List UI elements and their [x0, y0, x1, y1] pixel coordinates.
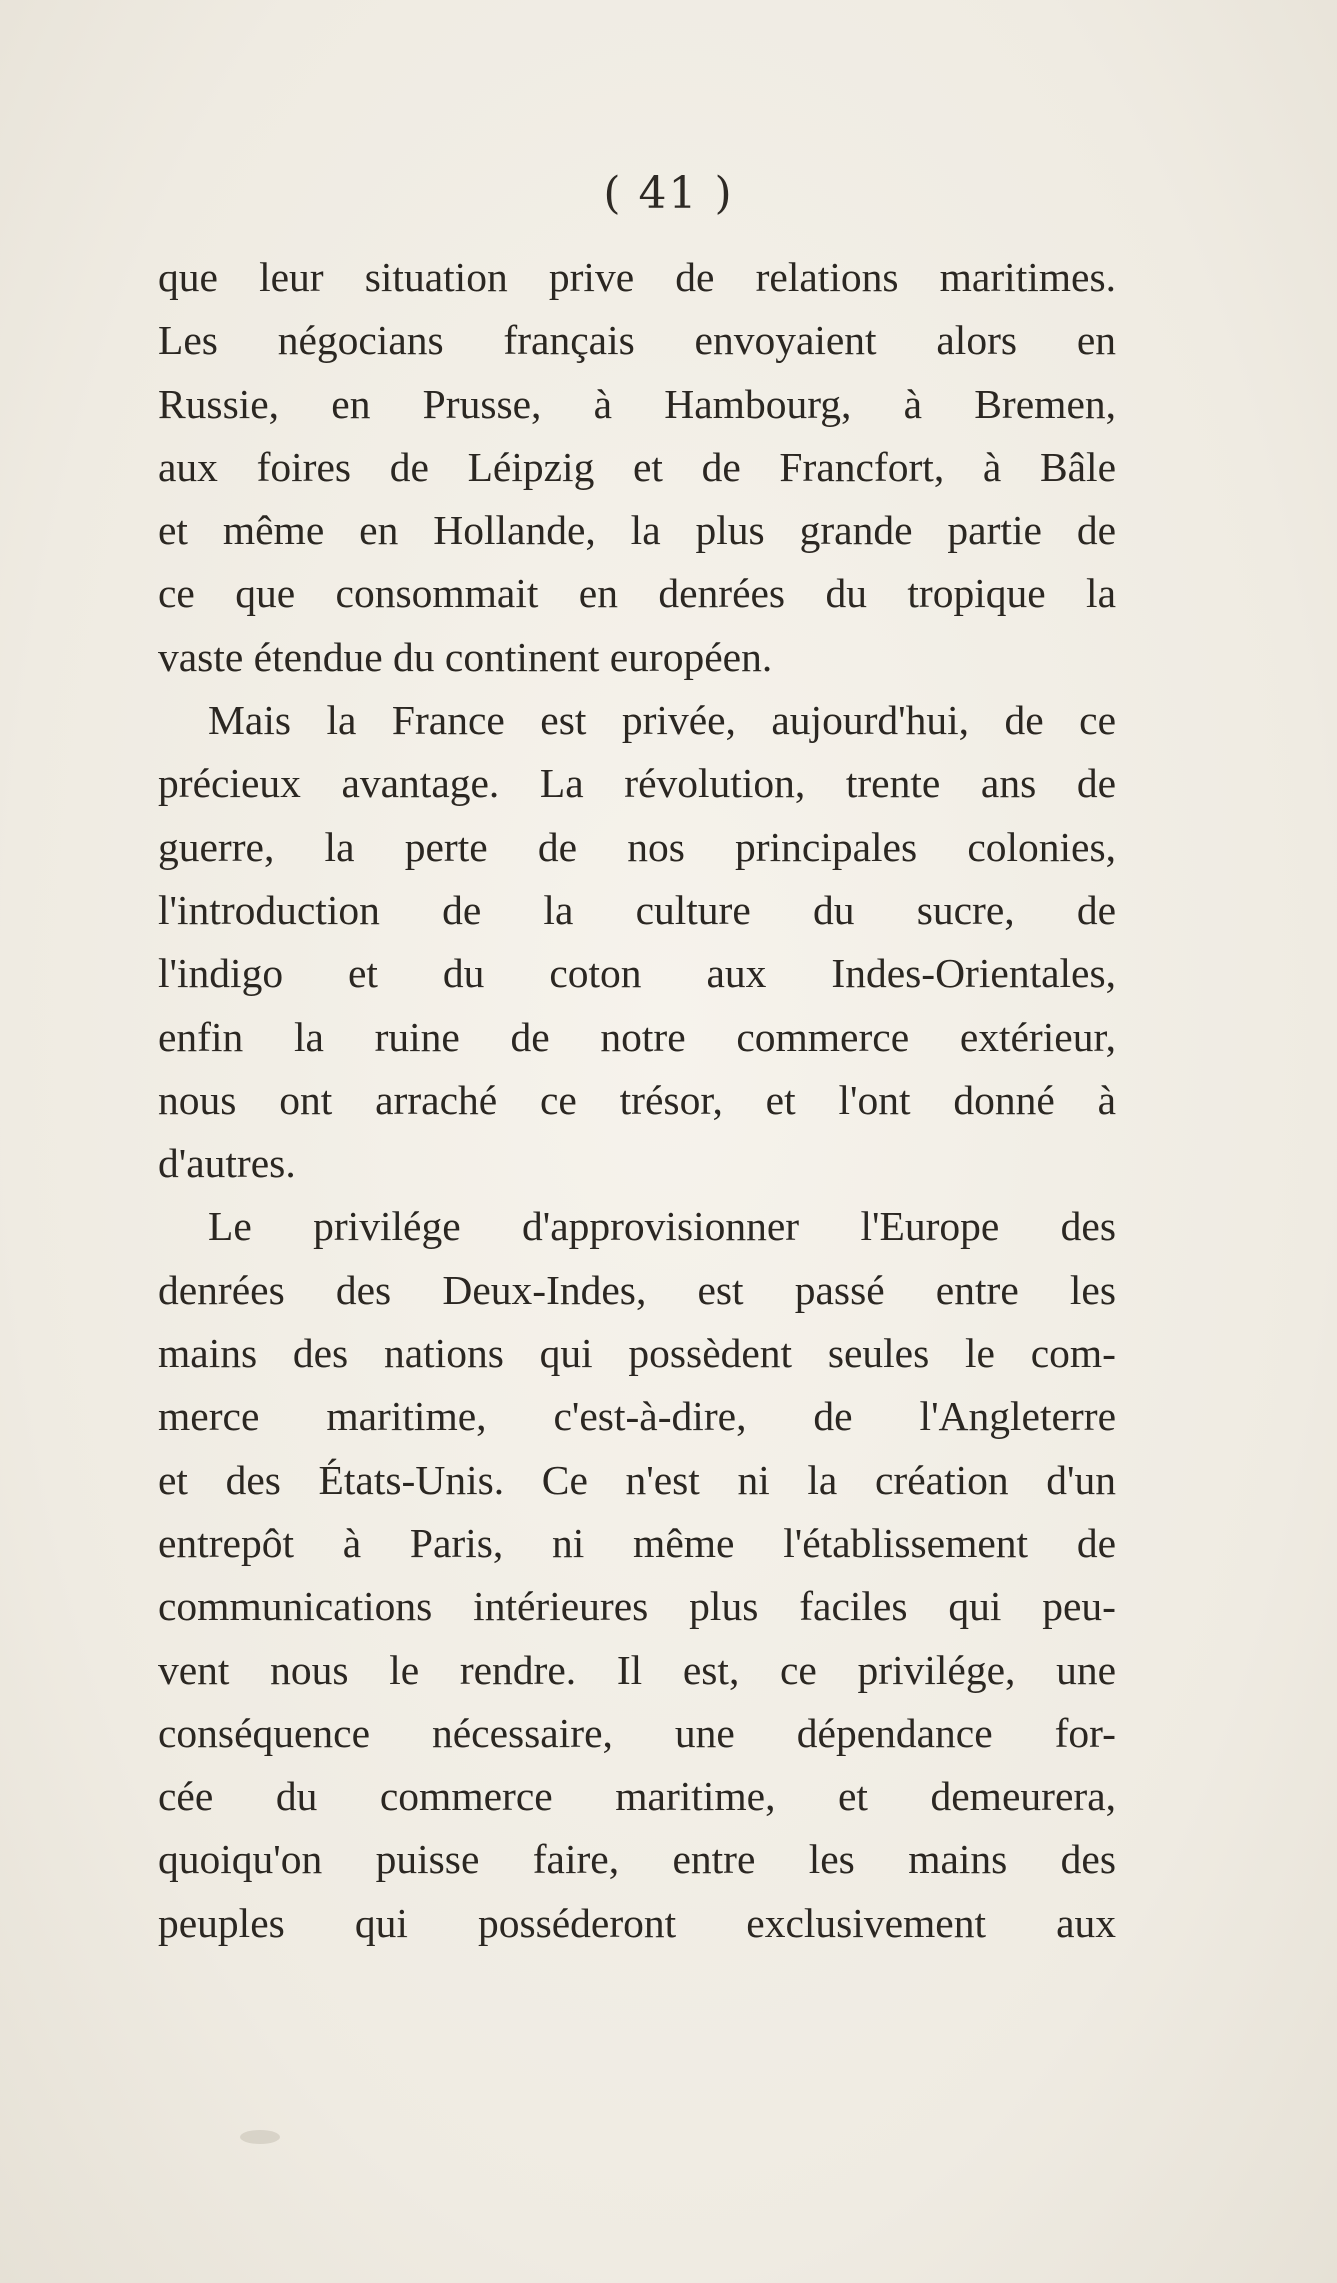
paragraph	[158, 1195, 1116, 1955]
text-line: quoiqu'on puisse faire, entre les mains des	[158, 1836, 1116, 1883]
text-line: Russie, en Prusse, à Hambourg, à Bremen,	[158, 380, 1116, 427]
page-number: ( 41 )	[603, 168, 734, 219]
text-line: vaste étendue du continent européen.	[158, 633, 773, 680]
text-line: merce maritime, c'est-à-dire, de l'Angleterre	[158, 1393, 1116, 1440]
text-line: guerre, la perte de nos principales colonies,	[158, 823, 1116, 870]
text-line: ce que consommait en denrées du tropique la	[158, 570, 1116, 617]
text-line: peuples qui posséderont exclusivement aux	[158, 1899, 1116, 1946]
text-line: que leur situation prive de relations maritimes.	[158, 254, 1116, 300]
text-line: l'indigo et du coton aux Indes-Orientales,	[158, 950, 1116, 997]
text-line: entrepôt à Paris, ni même l'établissement de	[158, 1519, 1116, 1566]
text-line: cée du commerce maritime, et demeurera,	[158, 1773, 1116, 1820]
ink-smudge	[240, 2130, 280, 2144]
text-line: précieux avantage. La révolution, trente ans de	[158, 760, 1116, 807]
paragraph	[158, 689, 1116, 1195]
text-line: Mais la France est privée, aujourd'hui, de ce	[208, 697, 1116, 744]
text-line: l'introduction de la culture du sucre, de	[158, 886, 1116, 933]
text-line: mains des nations qui possèdent seules le com-	[158, 1330, 1116, 1377]
text-line: d'autres.	[158, 1140, 296, 1187]
text-line: et des États-Unis. Ce n'est ni la création d'un	[158, 1456, 1116, 1503]
text-line: Les négocians français envoyaient alors en	[158, 317, 1116, 364]
text-line: nous ont arraché ce trésor, et l'ont donné à	[158, 1076, 1116, 1123]
text-line: communications intérieures plus faciles qui peu-	[158, 1583, 1116, 1630]
text-line: vent nous le rendre. Il est, ce privilége, une	[158, 1646, 1116, 1693]
paragraph	[158, 246, 1116, 689]
body-text	[158, 246, 1116, 1955]
text-line: enfin la ruine de notre commerce extérieur,	[158, 1013, 1116, 1060]
text-line: denrées des Deux-Indes, est passé entre les	[158, 1266, 1116, 1313]
text-line: Le privilége d'approvisionner l'Europe des	[208, 1203, 1116, 1250]
text-line: aux foires de Léipzig et de Francfort, à Bâle	[158, 443, 1116, 490]
text-line: conséquence nécessaire, une dépendance for-	[158, 1709, 1116, 1756]
text-line: et même en Hollande, la plus grande partie de	[158, 507, 1116, 554]
